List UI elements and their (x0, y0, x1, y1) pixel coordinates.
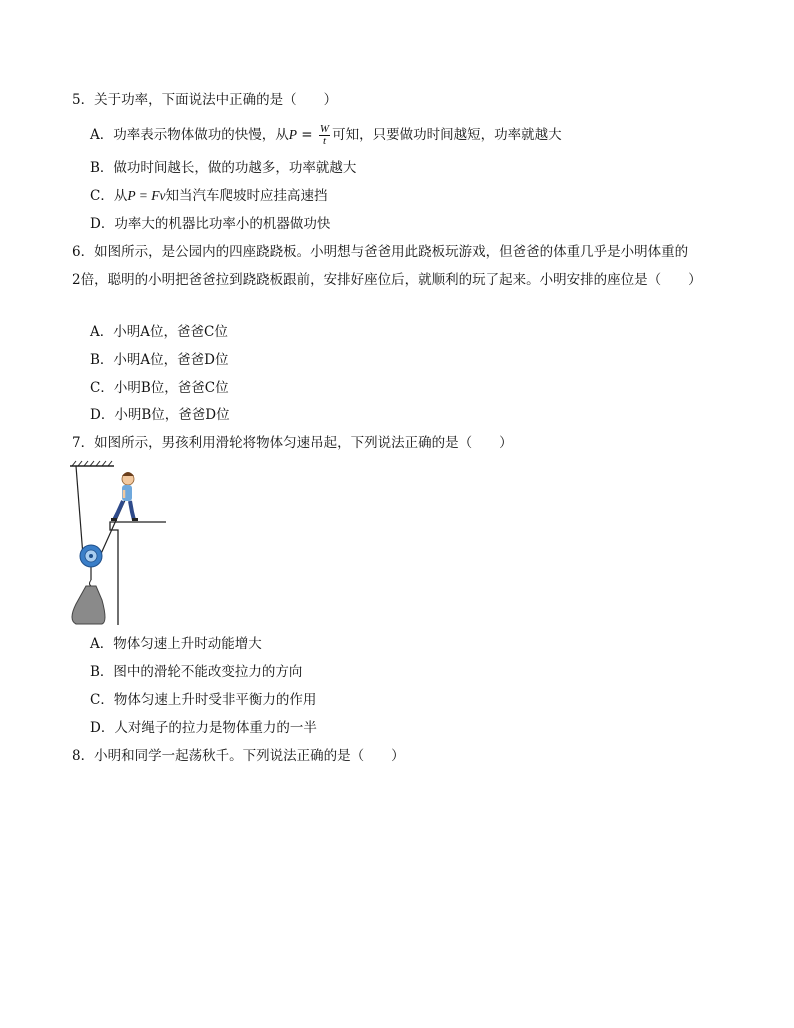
fraction-numerator: W (319, 123, 330, 135)
option-a-text-before: A．功率表示物体做功的快慢，从 (90, 127, 289, 143)
option-a-text-after: 可知，只要做功时间越短，功率就越大 (332, 127, 562, 143)
question-6-stem-line-1: 6．如图所示，是公园内的四座跷跷板。小明想与爸爸用此跷板玩游戏，但爸爸的体重几乎是小明体重的 (72, 244, 689, 260)
question-6-option-c[interactable]: C．小明B位，爸爸C位 (90, 380, 229, 396)
weight-bag (72, 580, 105, 624)
question-5-option-b[interactable]: B．做功时间越长，做的功越多，功率就越大 (90, 160, 357, 176)
boy-figure (111, 472, 138, 521)
question-5-option-a[interactable] (90, 124, 562, 147)
question-7-option-c[interactable]: C．物体匀速上升时受非平衡力的作用 (90, 692, 317, 708)
question-8-stem: 8．小明和同学一起荡秋千。下列说法正确的是（ ） (72, 748, 405, 764)
question-7-stem: 7．如图所示，男孩利用滑轮将物体匀速吊起，下列说法正确的是（ ） (72, 435, 513, 451)
question-5-option-c[interactable] (90, 186, 327, 206)
question-7-option-a[interactable]: A．物体匀速上升时动能增大 (90, 636, 262, 652)
ceiling-support (70, 461, 114, 466)
pulley-wheel (80, 545, 102, 567)
formula-p-fv: P = Fv (127, 188, 166, 203)
formula-fraction (319, 124, 330, 147)
fraction-denominator: t (322, 135, 327, 147)
formula-p: P (288, 127, 297, 142)
question-6-stem-line-2: 2倍，聪明的小明把爸爸拉到跷跷板跟前，安排好座位后，就顺利的玩了起来。小明安排的座位是（ ） (72, 272, 702, 288)
formula-equals: = (297, 127, 317, 143)
option-c-text-after: 知当汽车爬坡时应挂高速挡 (165, 188, 328, 204)
question-6-option-d[interactable]: D．小明B位，爸爸D位 (90, 407, 230, 423)
question-6-option-a[interactable]: A．小明A位，爸爸C位 (90, 324, 228, 340)
question-7-option-d[interactable]: D．人对绳子的拉力是物体重力的一半 (90, 720, 317, 736)
option-c-text-before: C．从 (90, 188, 128, 204)
question-5-option-d[interactable]: D．功率大的机器比功率小的机器做功快 (90, 216, 331, 232)
pulley-figure (66, 460, 176, 630)
question-5-stem: 5．关于功率，下面说法中正确的是（ ） (72, 92, 338, 108)
platform (110, 522, 166, 625)
question-7-option-b[interactable]: B．图中的滑轮不能改变拉力的方向 (90, 664, 303, 680)
question-6-option-b[interactable]: B．小明A位，爸爸D位 (90, 352, 229, 368)
